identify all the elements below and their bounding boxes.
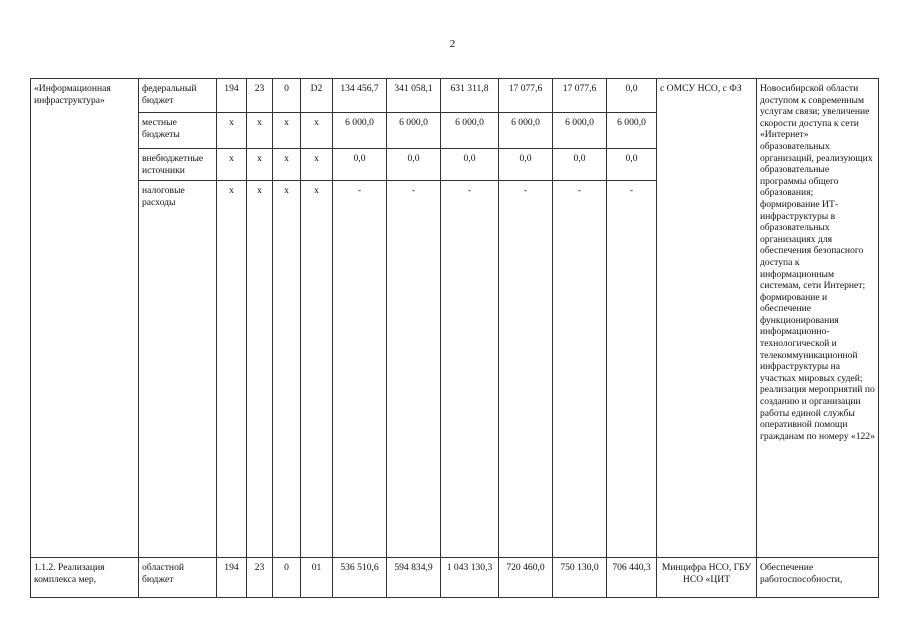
funding-source-cell: федеральный бюджет xyxy=(139,79,217,113)
value-cell: 631 311,8 xyxy=(441,79,499,113)
value-cell: 0,0 xyxy=(387,149,441,181)
value-cell: 6 000,0 xyxy=(333,113,387,149)
value-cell: 750 130,0 xyxy=(553,558,607,598)
code-cell: x xyxy=(301,181,333,558)
value-cell: - xyxy=(499,181,553,558)
code-cell: x xyxy=(217,149,247,181)
value-cell: - xyxy=(387,181,441,558)
table-row xyxy=(31,79,879,113)
executor-cell: Минцифра НСО, ГБУ НСО «ЦИТ xyxy=(657,558,757,598)
value-cell: 0,0 xyxy=(553,149,607,181)
code-cell: 23 xyxy=(247,79,273,113)
value-cell: - xyxy=(553,181,607,558)
result-cell: Новосибирской области доступом к современным услугам связи; увеличение скорости доступа к сети «Интернет» образовательных организаций, реализующих образовательные программы общего образования; формирование ИТ-инфраструктуры в образовательных организациях для обеспечения безопасного доступа к информационным системам, сети Интернет; формирование и обеспечение функционирования информационно-технологической и телекоммуникационной инфраструктуры на участках мировых судей; реализация мероприятий по созданию и организации работы единой службы оперативной помощи гражданам по номеру «122» xyxy=(757,79,879,558)
code-cell: x xyxy=(273,181,301,558)
value-cell: 0,0 xyxy=(441,149,499,181)
value-cell: 0,0 xyxy=(333,149,387,181)
funding-source-cell: областной бюджет xyxy=(139,558,217,598)
value-cell: - xyxy=(441,181,499,558)
value-cell: 0,0 xyxy=(499,149,553,181)
code-cell: x xyxy=(301,113,333,149)
result-cell: Обеспечение работоспособности, xyxy=(757,558,879,598)
code-cell: x xyxy=(273,149,301,181)
event-name-cell: «Информационная инфраструктура» xyxy=(31,79,139,558)
code-cell: D2 xyxy=(301,79,333,113)
value-cell: 6 000,0 xyxy=(499,113,553,149)
code-cell: 194 xyxy=(217,79,247,113)
code-cell: x xyxy=(301,149,333,181)
value-cell: 6 000,0 xyxy=(607,113,657,149)
code-cell: 23 xyxy=(247,558,273,598)
value-cell: 720 460,0 xyxy=(499,558,553,598)
value-cell: 17 077,6 xyxy=(553,79,607,113)
value-cell: 6 000,0 xyxy=(553,113,607,149)
value-cell: 17 077,6 xyxy=(499,79,553,113)
value-cell: 134 456,7 xyxy=(333,79,387,113)
funding-source-cell: налоговые расходы xyxy=(139,181,217,558)
page-number: 2 xyxy=(449,38,456,50)
code-cell: x xyxy=(217,113,247,149)
value-cell: 594 834,9 xyxy=(387,558,441,598)
code-cell: 0 xyxy=(273,79,301,113)
code-cell: x xyxy=(217,181,247,558)
funding-source-cell: местные бюджеты xyxy=(139,113,217,149)
value-cell: 6 000,0 xyxy=(441,113,499,149)
code-cell: 01 xyxy=(301,558,333,598)
code-cell: x xyxy=(273,113,301,149)
code-cell: x xyxy=(247,113,273,149)
value-cell: 6 000,0 xyxy=(387,113,441,149)
event-name-cell: 1.1.2. Реализация комплекса мер, xyxy=(31,558,139,598)
value-cell: - xyxy=(333,181,387,558)
code-cell: 0 xyxy=(273,558,301,598)
table-row xyxy=(31,558,879,598)
program-table xyxy=(30,78,879,598)
value-cell: 536 510,6 xyxy=(333,558,387,598)
value-cell: 0,0 xyxy=(607,149,657,181)
value-cell: 1 043 130,3 xyxy=(441,558,499,598)
code-cell: x xyxy=(247,181,273,558)
code-cell: 194 xyxy=(217,558,247,598)
value-cell: 706 440,3 xyxy=(607,558,657,598)
value-cell: 0,0 xyxy=(607,79,657,113)
code-cell: x xyxy=(247,149,273,181)
value-cell: 341 058,1 xyxy=(387,79,441,113)
executor-cell: с ОМСУ НСО, с ФЗ xyxy=(657,79,757,558)
value-cell: - xyxy=(607,181,657,558)
funding-source-cell: внебюджетные источники xyxy=(139,149,217,181)
